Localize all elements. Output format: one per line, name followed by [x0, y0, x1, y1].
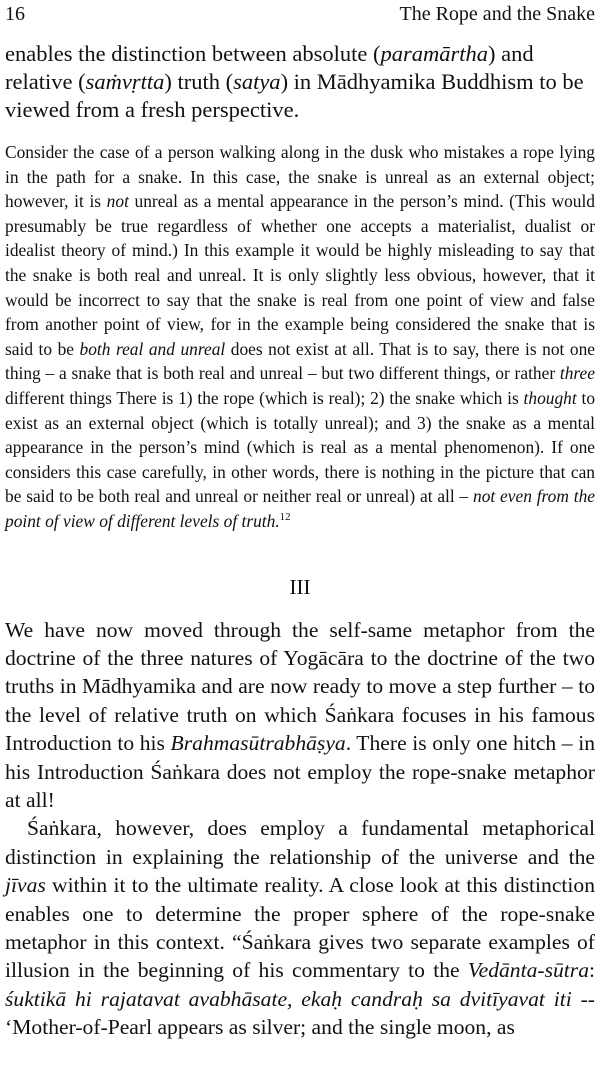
text-run: ) truth ( [164, 69, 234, 94]
italic-term: not even from the point of view of different levels of truth. [5, 486, 595, 531]
body-paragraph-1 [5, 616, 595, 815]
lead-paragraph [5, 40, 595, 124]
text-run: : [589, 958, 595, 983]
text-run: . There is only one hitch – in his Introduction Śaṅkara does not employ the rope-snake metaphor at all! [5, 731, 595, 812]
text-run: different things There is 1) the rope (which is real); 2) the snake which is [5, 387, 524, 408]
italic-term: satya [233, 69, 281, 94]
running-title: The Rope and the Snake [399, 3, 595, 25]
italic-term: saṁvṛtta [85, 69, 165, 94]
body-paragraph-2 [5, 814, 595, 1041]
text-run: We have now moved through the self-same metaphor from the doctrine of the three natures of Yogācāra to the doctrine of the two truths in Mādhyamika and are now ready to move a step further – to the level of relative truth on which Śaṅkara focuses in his famous Introduction to his [5, 617, 595, 756]
text-run: enables the distinction between absolute ( [5, 41, 381, 66]
text-run: ) in Mādhyamika Buddhism to be viewed from a fresh perspective. [5, 69, 584, 122]
text-run: Śaṅkara, however, does employ a fundamental metaphorical distinction in explaining the relationship of the universe and the [5, 816, 595, 869]
text-run: -- ‘Mother-of-Pearl appears as silver; and the single moon, as [5, 986, 595, 1040]
block-quote [5, 140, 595, 534]
footnote-marker[interactable]: 12 [279, 511, 291, 524]
italic-term: jīvas [5, 873, 46, 898]
text-run: within it to the ultimate reality. A close look at this distinction enables one to determine the proper sphere of the rope-snake metaphor in this context. “Śaṅkara gives two separate examples of illusion in the beginning of his commentary to the [5, 873, 595, 983]
italic-term: Brahmasūtrabhāṣya [170, 731, 346, 756]
running-header [5, 0, 595, 34]
text-run: ) and relative ( [5, 41, 534, 94]
italic-term: Vedānta-sūtra [467, 958, 589, 983]
text-run: Consider the case of a person walking along in the dusk who mistakes a rope lying in the path for a snake. In this case, the snake is unreal as an external object; however, it is [5, 142, 595, 212]
section-heading: III [289, 574, 311, 599]
italic-term: not [106, 191, 129, 212]
italic-term: śuktikā hi rajatavat avabhāsate, ekaḥ candraḥ sa dvitīyavat iti [5, 986, 572, 1011]
page-number: 16 [5, 3, 25, 25]
italic-term: three [559, 363, 595, 384]
text-run: to exist as an external object (which is totally unreal); and 3) the snake as a mental appearance in the person’s mind (which is real as a mental phenomenon). If one considers this case carefully, in other words, there is nothing in the picture that can be said to be both real and unreal or neither real or unreal) at all – [5, 387, 596, 507]
italic-term: paramārtha [380, 41, 489, 66]
italic-term: both real and unreal [79, 338, 226, 359]
text-run: does not exist at all. That is to say, there is not one thing – a snake that is both real and unreal – but two different things, or rather [5, 338, 596, 384]
text-run: unreal as a mental appearance in the person’s mind. (This would presumably be true regardless of whether one accepts a materialist, dualist or idealist theory of mind.) In this example it would be highly misleading to say that the snake is both real and unreal. It is only slightly less obvious, however, that it would be incorrect to say that the snake is real from one point of view and false from another point of view, for in the example being considered the snake that is said to be [5, 191, 595, 359]
italic-term: thought [523, 387, 577, 408]
